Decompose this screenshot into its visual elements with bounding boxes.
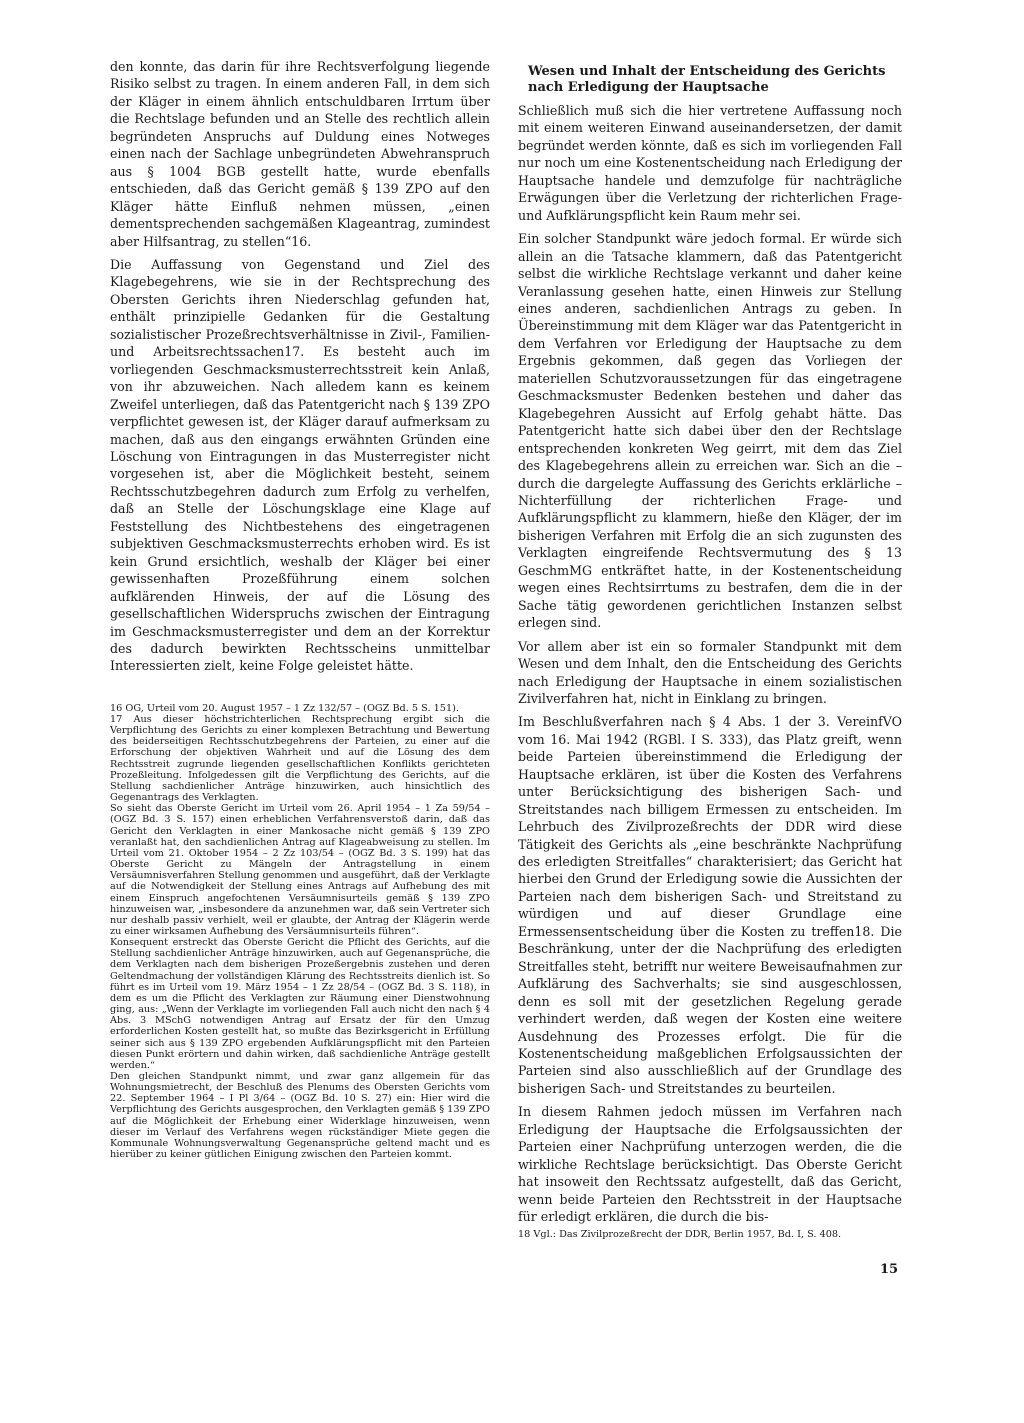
right-column xyxy=(518,58,902,1232)
body-paragraph: den konnte, das darin für ihre Rechtsverfolgung liegende Risiko selbst zu tragen. In einem anderen Fall, in dem sich der Kläger in einem ähnlich entschuldbaren Irrtum über die Rechtslage befunden und an Stelle des rechtlich allein begründeten Anspruchs auf Duldung eines Notweges einen nach der Sachlage unbegründeten Abwehranspruch aus § 1004 BGB gestellt hatte, wurde ebenfalls entschieden, daß das Gericht gemäß § 139 ZPO auf den Kläger hätte Einfluß nehmen müssen, „einen dementsprechenden sachgemäßen Klageantrag, zumindest aber Hilfsantrag, zu stellen“16. xyxy=(110,59,490,249)
section-heading: Wesen und Inhalt der Entscheidung des Gerichts nach Erledigung der Hauptsache xyxy=(528,64,886,95)
page-number: 15 xyxy=(880,1262,899,1277)
body-paragraph: Vor allem aber ist ein so formaler Standpunkt mit dem Wesen und dem Inhalt, den die Entscheidung des Gerichts nach Erledigung der Hauptsache in einem sozialistischen Zivilverfahren hat, nicht in Einklang zu bringen. xyxy=(518,638,902,706)
footnote: So sieht das Oberste Gericht im Urteil vom 26. April 1954 – 1 Za 59/54 – (OGZ Bd. 3 S. 157) einen erheblichen Verfahrensverstoß darin, daß das Gericht den Verklagten in einer Mankosache nicht gemäß § 139 ZPO veranlaßt hat, den sachdienlichen Antrag auf Klageabweisung zu stellen. Im Urteil vom 21. Oktober 1954 – 2 Zz 103/54 – (OGZ Bd. 3 S. 199) hat das Oberste Gericht zu Mängeln der Antragstellung in einem Versäumnisverfahren Stellung genommen und ausgeführt, daß der Verklagte auf die Notwendigkeit der Stellung eines Antrags auf Aufhebung des mit einem Einspruch angefochtenen Versäumnisurteils gemäß § 139 ZPO hinzuweisen war, „insbesondere da anzunehmen war, daß sein Vertreter sich nur deshalb passiv verhielt, weil er glaubte, der Antrag der Klägerin werde zu einer wirksamen Aufhebung des Versäumnisurteils führen“. xyxy=(110,803,490,937)
body-paragraph: In diesem Rahmen jedoch müssen im Verfahren nach Erledigung der Hauptsache die Erfolgsaussichten der Parteien einer Nachprüfung unterzogen werden, die die wirkliche Rechtslage berücksichtigt. Das Oberste Gericht hat insoweit den Rechtssatz aufgestellt, daß das Gericht, wenn beide Parteien den Rechtsstreit in der Hauptsache für erledigt erklären, die durch die bis- xyxy=(518,1104,902,1225)
footnote: 17 Aus dieser höchstrichterlichen Rechtsprechung ergibt sich die Verpflichtung des Gerichts zu einer komplexen Betrachtung und Bewertung des beiderseitigen Rechtsschutzbegehrens der Parteien, zu einer auf die Erforschung der objektiven Wahrheit und auf die Lösung des dem Rechtsstreit zugrunde liegenden gesellschaftlichen Konflikts gerichteten Prozeßleitung. Infolgedessen gilt die Verpflichtung des Gerichts, auf die Stellung sachdienlicher Anträge hinzuwirken, auch hinsichtlich des Gegenantrags des Verklagten. xyxy=(110,714,490,804)
body-paragraph: Ein solcher Standpunkt wäre jedoch formal. Er würde sich allein an die Tatsache klammern, daß das Patentgericht selbst die wirkliche Rechtslage verkannt und daher keine Veranlassung gesehen hatte, einen Hinweis zur Stellung eines anderen, sachdienlichen Antrags zu geben. In Übereinstimmung mit dem Kläger war das Patentgericht in dem Verfahren vor Erledigung der Hauptsache zu dem Ergebnis gekommen, daß gegen das Vorliegen der materiellen Schutzvoraussetzungen für das eingetragene Geschmacksmuster Bedenken bestehen und daher das Klagebegehren Aussicht auf Erfolg gehabt hätte. Das Patentgericht hatte sich dabei über den der Rechtslage entsprechenden konkreten Weg geirrt, mit dem das Ziel des Klagebegehrens allein zu erreichen war. Sich an die – durch die dargelegte Auffassung des Gerichts erklärliche – Nichterfüllung der richterlichen Frage- und Aufklärungspflicht zu klammern, hieße den Kläger, der im bisherigen Verfahren mit Erfolg die an sich zugunsten des Verklagten eingreifende Rechtsvermutung des § 13 GeschmMG entkräftet hatte, in der Kostenentscheidung wegen eines Rechtsirrtums zu bestrafen, dem die in der Sache tätig gewordenen gerichtlichen Instanzen selbst erlegen sind. xyxy=(518,231,902,631)
footnote: 18 Vgl.: Das Zivilprozeßrecht der DDR, Berlin 1957, Bd. I, S. 408. xyxy=(518,1229,842,1240)
footnote: Den gleichen Standpunkt nimmt, und zwar ganz allgemein für das Wohnungsmietrecht, der Beschluß des Plenums des Obersten Gerichts vom 22. September 1964 – I Pl 3/64 – (OGZ Bd. 10 S. 27) ein: Hier wird die Verpflichtung des Gerichts ausgesprochen, den Verklagten gemäß § 139 ZPO auf die Möglichkeit der Erhebung einer Widerklage hinzuweisen, wenn dieser im Verlauf des Verfahrens wegen rückständiger Miete gegen die Kommunale Wohnungsverwaltung Gegenansprüche geltend macht und es hierüber zu keiner gütlichen Einigung zwischen den Parteien kommt. xyxy=(110,1071,490,1161)
body-paragraph: Die Auffassung von Gegenstand und Ziel des Klagebegehrens, wie sie in der Rechtsprechung des Obersten Gerichts ihren Niederschlag gefunden hat, enthält prinzipielle Gedanken für die Gestaltung sozialistischer Prozeßrechtsverhältnisse in Zivil-, Familien- und Arbeitsrechtssachen17. Es besteht auch im vorliegenden Geschmacksmusterrechtsstreit kein Anlaß, von ihr abzuweichen. Nach alledem kann es keinem Zweifel unterliegen, daß das Patentgericht nach § 139 ZPO verpflichtet gewesen ist, der Kläger darauf aufmerksam zu machen, daß aus den eingangs erwähnten Gründen eine Löschung von Eintragungen in das Musterregister nicht vorgesehen ist, aber die Möglichkeit besteht, seinem Rechtsschutzbegehren dadurch zum Erfolg zu verhelfen, daß an Stelle der Löschungsklage eine Klage auf Feststellung des Nichtbestehens des eingetragenen subjektiven Geschmacksmusterrechts erhoben wird. Es ist kein Grund ersichtlich, weshalb der Kläger bei einer gewissenhaften Prozeßführung einem solchen aufklärenden Hinweis, der auf die Lösung des gesellschaftlichen Widerspruchs zwischen der Eintragung im Geschmacksmusterregister und dem an der Korrektur des dadurch bewirkten Rechtsscheins unmittelbar Interessierten zielt, keine Folge geleistet hätte. xyxy=(110,256,490,674)
body-paragraph: Im Beschlußverfahren nach § 4 Abs. 1 der 3. VereinfVO vom 16. Mai 1942 (RGBl. I S. 333), das Platz greift, wenn beide Parteien übereinstimmend die Erledigung der Hauptsache erklären, ist über die Kosten des Verfahrens unter Berücksichtigung des bisherigen Sach- und Streitstandes nach billigem Ermessen zu entscheiden. Im Lehrbuch des Zivilprozeßrechts der DDR wird diese Tätigkeit des Gerichts als „eine beschränkte Nachprüfung des erledigten Streitfalles“ charakterisiert; das Gericht hat hierbei den Grund der Erledigung sowie die Aussichten der Parteien nach dem bisherigen Sach- und Streitstand zu würdigen und auf dieser Grundlage eine Ermessensentscheidung über die Kosten zu treffen18. Die Beschränkung, unter der die Nachprüfung des erledigten Streitfalles steht, betrifft nur weitere Beweisaufnahmen zur Aufklärung des Sachverhalts; sie sind ausgeschlossen, denn es soll mit der gesetzlichen Regelung gerade verhindert werden, daß wegen der Kosten eine weitere Ausdehnung des Prozesses erfolgt. Die für die Kostenentscheidung maßgeblichen Erfolgsaussichten der Parteien sind also ausschließlich auf der Grundlage des bisherigen Sach- und Streitstandes zu beurteilen. xyxy=(518,714,902,1096)
footnote: 16 OG, Urteil vom 20. August 1957 – 1 Zz 132/57 – (OGZ Bd. 5 S. 151). xyxy=(110,702,459,714)
footnote: Konsequent erstreckt das Oberste Gericht die Pflicht des Gerichts, auf die Stellung sachdienlicher Anträge hinzuwirken, auch auf Gegenansprüche, die dem Verklagten nach dem bisherigen Prozeßergebnis zustehen und deren Geltendmachung der vollständigen Klärung des Rechtsstreits dienlich ist. So führt es im Urteil vom 19. März 1954 – 1 Zz 28/54 – (OGZ Bd. 3 S. 118), in dem es um die Pflicht des Verklagten zur Räumung einer Dienstwohnung ging, aus: „Wenn der Verklagte im vorliegenden Fall auch nicht den nach § 4 Abs. 3 MSchG notwendigen Antrag auf Ersatz der für den Umzug erforderlichen Kosten gestellt hat, so mußte das Bezirksgericht in Erfüllung seiner sich aus § 139 ZPO ergebenden Aufklärungspflicht mit den Parteien diesen Punkt erörtern und dahin wirken, daß sachdienliche Anträge gestellt werden.“ xyxy=(110,937,490,1071)
footnotes xyxy=(110,703,490,1160)
footnote-18 xyxy=(518,1229,902,1240)
body-paragraph: Schließlich muß sich die hier vertretene Auffassung noch mit einem weiteren Einwand auseinandersetzen, der damit begründet werden könnte, daß es sich im vorliegenden Fall nur noch um eine Kostenentscheidung nach Erledigung der Hauptsache handele und demzufolge für nachträgliche Erwägungen über die Verletzung der richterlichen Frage- und Aufklärungspflicht kein Raum mehr sei. xyxy=(518,103,902,223)
left-column xyxy=(110,58,490,1160)
